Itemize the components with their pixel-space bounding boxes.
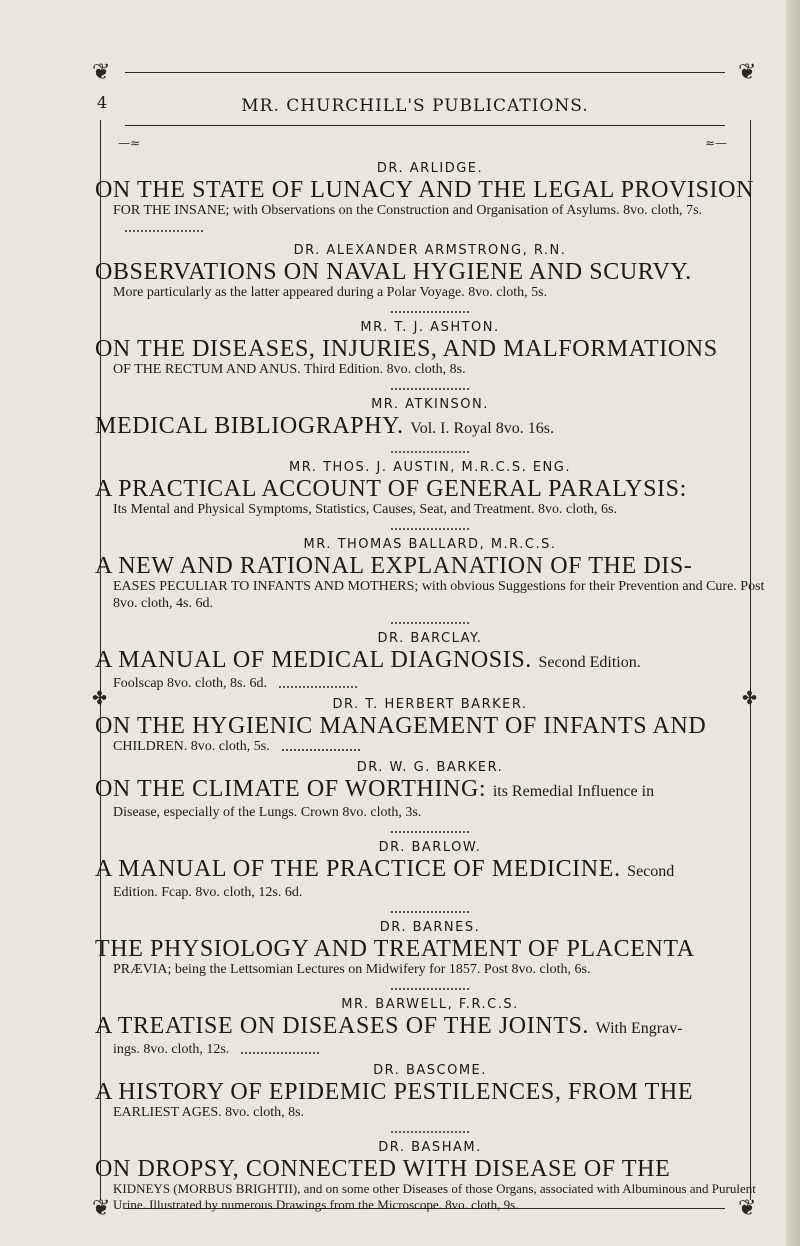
rule-flourish-icon (282, 742, 360, 751)
list-item (95, 696, 765, 755)
page-number: 4 (97, 93, 108, 112)
entry-title: ON THE HYGIENIC MANAGEMENT OF INFANTS AND (95, 713, 707, 739)
entry-description: CHILDREN. 8vo. cloth, 5s. (113, 738, 765, 755)
page-edge-shadow (786, 0, 800, 1246)
entry-title: A NEW AND RATIONAL EXPLANATION OF THE DIS- (95, 553, 693, 579)
entry-description: OF THE RECTUM AND ANUS. Third Edition. 8vo. cloth, 8s. (113, 362, 466, 377)
list-item (95, 919, 765, 990)
rule-flourish-icon (391, 1124, 469, 1133)
running-header: MR. CHURCHILL'S PUBLICATIONS. (241, 96, 589, 116)
entry-description: Disease, especially of the Lungs. Crown 8vo. cloth, 3s. (113, 805, 422, 820)
floral-ornament-icon: ❦ (738, 60, 757, 85)
rule-flourish-icon (391, 981, 469, 990)
list-item (95, 630, 765, 692)
rule-flourish-icon: —≈ (118, 136, 141, 150)
entry-description: EASES PECULIAR TO INFANTS AND MOTHERS; with obvious Suggestions for their Prevention and Cure. Post 8vo. cloth, 4s. 6d. (113, 579, 765, 611)
rule-flourish-icon (391, 615, 469, 624)
list-item (95, 459, 765, 530)
list-item (95, 1062, 765, 1133)
entry-title: A TREATISE ON DISEASES OF THE JOINTS. With Engrav- (95, 1013, 683, 1039)
rule-flourish-icon (391, 304, 469, 313)
rule-flourish-icon (125, 223, 203, 232)
entry-title: A PRACTICAL ACCOUNT OF GENERAL PARALYSIS: (95, 476, 687, 502)
entry-title: A HISTORY OF EPIDEMIC PESTILENCES, FROM THE (95, 1079, 694, 1105)
floral-ornament-icon: ✤ (742, 688, 758, 709)
list-item (95, 536, 765, 624)
entry-title: ON DROPSY, CONNECTED WITH DISEASE OF THE (95, 1156, 671, 1182)
rule-flourish-icon (391, 381, 469, 390)
list-item (95, 839, 765, 913)
list-item (95, 396, 765, 453)
entry-title: ON THE DISEASES, INJURIES, AND MALFORMATIONS (95, 336, 718, 362)
rule-flourish-icon (391, 521, 469, 530)
entry-author: DR. BARNES. (379, 920, 481, 935)
entry-author: DR. BARCLAY. (377, 631, 483, 646)
entry-author: DR. T. HERBERT BARKER. (332, 697, 528, 712)
rule-flourish-icon (391, 904, 469, 913)
entry-title: ON THE STATE OF LUNACY AND THE LEGAL PROVISION (95, 177, 755, 203)
entry-author: MR. BARWELL, F.R.C.S. (341, 997, 519, 1012)
entry-title: OBSERVATIONS ON NAVAL HYGIENE AND SCURVY. (95, 259, 692, 285)
entry-description: FOR THE INSANE; with Observations on the Construction and Organisation of Asylums. 8vo. cloth, 7s. (113, 202, 765, 236)
floral-ornament-icon: ❦ (738, 1196, 757, 1221)
rule-flourish-icon: ≈— (705, 136, 728, 150)
entry-title: THE PHYSIOLOGY AND TREATMENT OF PLACENTA (95, 936, 695, 962)
list-item (95, 319, 765, 390)
floral-ornament-icon: ✤ (92, 688, 108, 709)
rule-flourish-icon (241, 1045, 319, 1054)
list-item (95, 160, 765, 236)
top-rule (125, 72, 725, 73)
entry-author: DR. BASCOME. (373, 1063, 487, 1078)
entry-description: KIDNEYS (MORBUS BRIGHTII), and on some other Diseases of those Organs, associated with Albuminous and Purulent Urine. Illustrated by numerous Drawings from the Microscope. 8vo. cloth, 9s. (113, 1181, 756, 1212)
entry-author: MR. ATKINSON. (371, 397, 489, 412)
entry-author: DR. BASHAM. (378, 1140, 482, 1155)
entry-description: Its Mental and Physical Symptoms, Statistics, Causes, Seat, and Treatment. 8vo. cloth, 6s. (113, 502, 617, 517)
entry-author: DR. ALEXANDER ARMSTRONG, R.N. (293, 243, 567, 258)
rule-flourish-icon (391, 444, 469, 453)
rule-flourish-icon (391, 824, 469, 833)
entry-title: ON THE CLIMATE OF WORTHING: its Remedial Influence in (95, 776, 655, 802)
entry-author: DR. ARLIDGE. (376, 161, 484, 176)
entry-description: EARLIEST AGES. 8vo. cloth, 8s. (113, 1105, 305, 1120)
list-item (95, 996, 765, 1058)
entry-author: MR. T. J. ASHTON. (360, 320, 500, 335)
entry-title: A MANUAL OF THE PRACTICE OF MEDICINE. Second (95, 856, 675, 882)
entry-title: A MANUAL OF MEDICAL DIAGNOSIS. Second Edition. (95, 647, 641, 673)
entry-description: Edition. Fcap. 8vo. cloth, 12s. 6d. (113, 885, 303, 900)
entry-author: DR. BARLOW. (378, 840, 482, 855)
list-item (95, 1139, 765, 1213)
entry-description: ings. 8vo. cloth, 12s. (113, 1041, 765, 1058)
floral-ornament-icon: ❦ (92, 60, 111, 85)
entry-description: PRÆVIA; being the Lettsomian Lectures on Midwifery for 1857. Post 8vo. cloth, 6s. (113, 962, 591, 977)
entry-description: More particularly as the latter appeared during a Polar Voyage. 8vo. cloth, 5s. (113, 285, 548, 300)
entry-author: DR. W. G. BARKER. (356, 760, 504, 775)
entry-author: MR. THOS. J. AUSTIN, M.R.C.S. ENG. (289, 460, 571, 475)
rule-flourish-icon (279, 679, 357, 688)
list-item (95, 242, 765, 313)
header-rule (125, 125, 725, 126)
entry-author: MR. THOMAS BALLARD, M.R.C.S. (303, 537, 557, 552)
entry-title: MEDICAL BIBLIOGRAPHY. Vol. I. Royal 8vo. 16s. (95, 413, 554, 439)
publication-list (95, 160, 765, 1213)
entry-description: Foolscap 8vo. cloth, 8s. 6d. (113, 675, 765, 692)
list-item (95, 759, 765, 833)
floral-ornament-icon: ❦ (92, 1196, 111, 1221)
